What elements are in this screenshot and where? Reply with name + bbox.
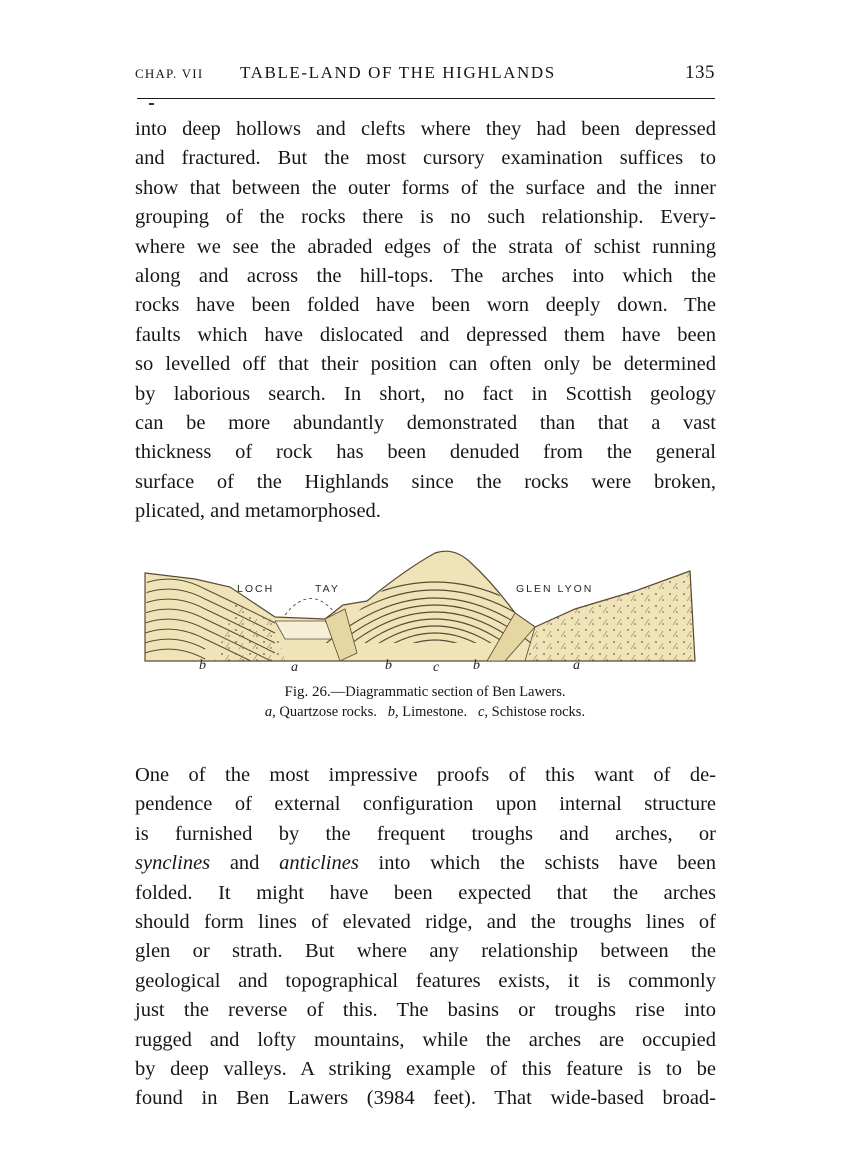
text-line: pendence of external configuration upon internal structure (135, 793, 716, 816)
header-rule (137, 98, 715, 99)
text-line: where we see the abraded edges of the strata of schist running (135, 235, 716, 258)
text-line: show that between the outer forms of the surface and the inner (135, 176, 716, 199)
text-line: so levelled off that their position can often only be determined (135, 353, 716, 376)
text-line: rocks have been folded have been worn deeply down. The (135, 294, 716, 317)
text-line: surface of the Highlands since the rocks were broken, (135, 470, 716, 493)
label-glen-lyon: GLEN LYON (516, 583, 594, 595)
text-line: geological and topographical features exists, it is commonly (135, 969, 716, 992)
figure-caption (135, 682, 715, 702)
loch-dashed-arc (285, 598, 335, 615)
text-line: along and across the hill-tops. The arches into which the (135, 265, 716, 288)
term-anticlines: anticlines (279, 852, 359, 875)
paragraph-1 (135, 115, 716, 527)
figure-ben-lawers-section (135, 543, 705, 675)
letter-b: b (473, 658, 480, 673)
legend-key-c: c (477, 704, 485, 720)
legend-text-b: Limestone. (402, 704, 468, 720)
text-line: faults which have dislocated and depressed them have been (135, 323, 716, 346)
letter-b: b (199, 658, 206, 673)
text-line: and fractured. But the most cursory examination suffices to (135, 147, 716, 170)
paragraph-2 (135, 761, 716, 1114)
legend-text-a: Quartzose rocks. (279, 704, 377, 720)
print-fleck (149, 103, 154, 105)
text-fragment: and (210, 852, 280, 875)
text-line: into deep hollows and clefts where they had been depressed (135, 118, 716, 140)
letter-a: a (291, 660, 298, 675)
letter-c: c (433, 660, 440, 675)
text-line-content: One of the most impressive proofs of this want of de- (135, 764, 716, 786)
text-line: can be more abundantly demonstrated than that a vast (135, 412, 716, 435)
term-synclines: synclines (135, 852, 211, 875)
legend-key-a: a (264, 704, 273, 720)
legend-text-c: Schistose rocks. (491, 704, 586, 720)
text-fragment: into which the schists have been (358, 852, 716, 875)
text-line: by laborious search. In short, no fact in Scottish geology (135, 382, 716, 405)
text-line: is furnished by the frequent troughs and arches, or (135, 822, 716, 845)
text-line: by deep valleys. A striking example of this feature is to be (135, 1058, 716, 1081)
text-line: grouping of the rocks there is no such relationship. Every- (135, 206, 716, 229)
label-loch: LOCH (237, 583, 275, 595)
text-line: plicated, and metamorphosed. (135, 500, 381, 523)
running-header (135, 62, 715, 90)
section-diagram (135, 543, 705, 675)
caption-title: —Diagrammatic section of Ben Lawers. (330, 684, 566, 700)
page-number: 135 (685, 62, 715, 83)
figure-legend: a, Quartzose rocks. b, Limestone. c, Schistose rocks. (264, 704, 586, 720)
text-line: should form lines of elevated ridge, and the troughs lines of (135, 911, 716, 934)
legend-key-b: b (387, 704, 395, 720)
letter-a: a (573, 658, 580, 673)
label-tay: TAY (315, 583, 340, 595)
text-line: glen or strath. But where any relationship between the (135, 940, 716, 963)
chapter-label: CHAP. VII (135, 66, 204, 81)
text-line: thickness of rock has been denuded from the general (135, 441, 716, 464)
text-line (135, 761, 716, 790)
text-line: just the reverse of this. The basins or troughs rise into (135, 999, 716, 1022)
text-line: folded. It might have been expected that the arches (135, 881, 716, 904)
running-title: TABLE-LAND OF THE HIGHLANDS (240, 63, 556, 82)
text-line: rugged and lofty mountains, while the arches are occupied (135, 1028, 716, 1051)
letter-b: b (385, 658, 392, 673)
text-line: found in Ben Lawers (3984 feet). That wide-based broad- (135, 1087, 716, 1110)
text-line (135, 849, 716, 878)
caption-figure-number: Fig. 26. (284, 684, 331, 700)
